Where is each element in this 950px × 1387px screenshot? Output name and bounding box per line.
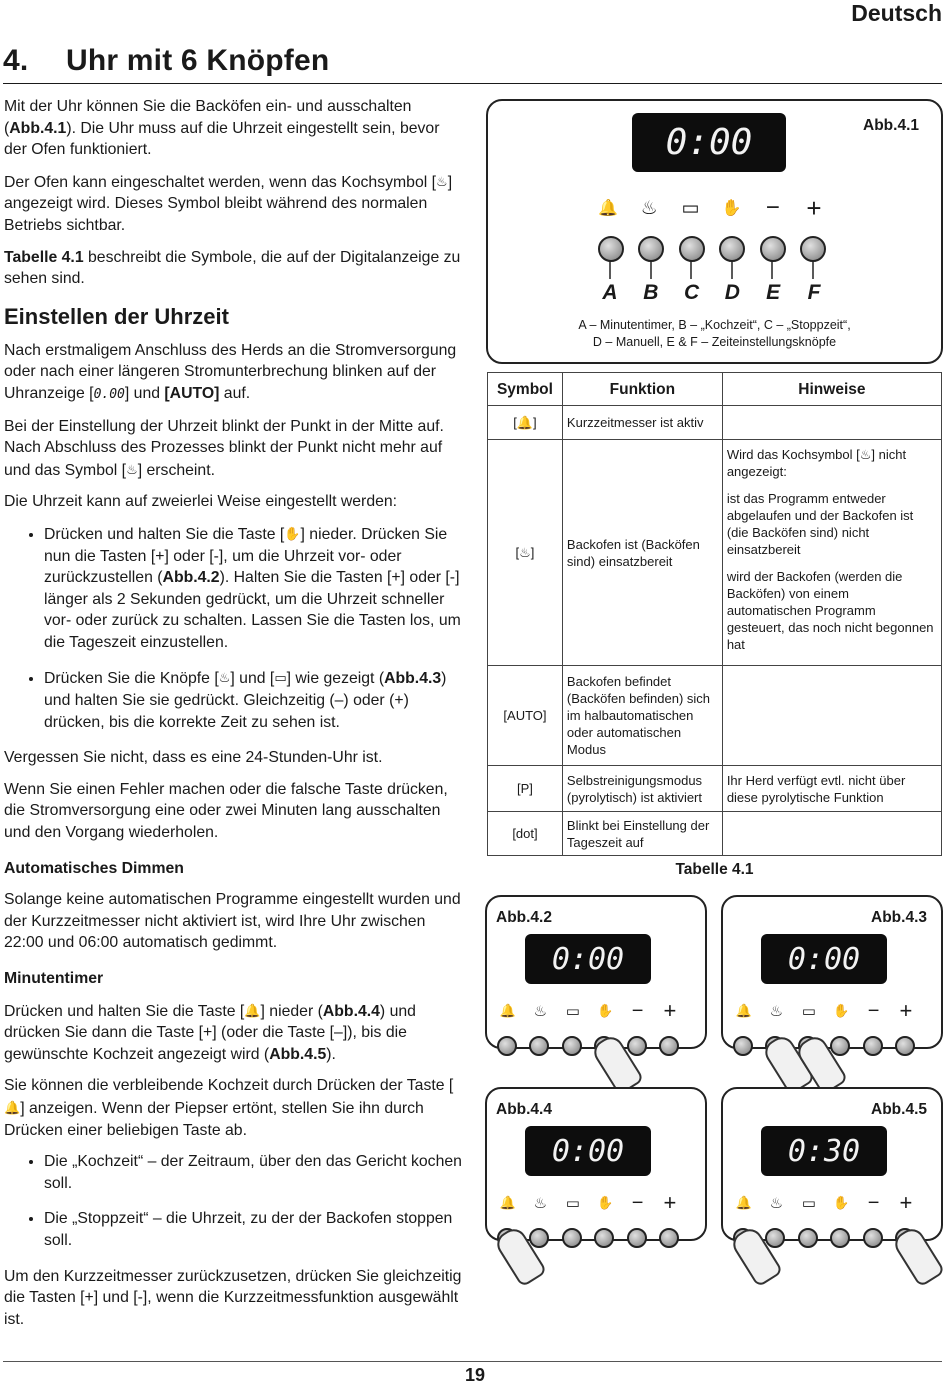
cook-time-button[interactable] bbox=[765, 1036, 785, 1056]
symbol-cell: [dot] bbox=[488, 812, 563, 856]
minus-button[interactable] bbox=[627, 1036, 647, 1056]
cooking-pot-icon: ♨ bbox=[640, 197, 658, 219]
bell-icon: 🔔 bbox=[598, 200, 618, 217]
bell-icon: 🔔 bbox=[244, 1002, 261, 1018]
page-number: 19 bbox=[464, 1365, 486, 1385]
timer-list bbox=[4, 1151, 464, 1251]
symbol-cell: [P] bbox=[488, 766, 563, 812]
button-row bbox=[497, 1228, 679, 1248]
column-header: Symbol bbox=[488, 373, 563, 406]
cooking-pot-icon: ♨ bbox=[533, 1195, 548, 1212]
intro-paragraph-3: Tabelle 4.1 beschreibt die Symbole, die auf der Digitalanzeige zu sehen sind. bbox=[4, 248, 461, 288]
list-item: • Die „Kochzeit“ – der Zeitraum, über den das Gericht kochen soll. bbox=[44, 1151, 464, 1194]
note-text: wird der Backofen (werden die Backöfen) von einem automatischen Programm gesteuert, das noch nicht begonnen hat bbox=[726, 569, 934, 652]
list-item: • Die „Stoppzeit“ – die Uhrzeit, zu der der Backofen stoppen soll. bbox=[44, 1208, 464, 1251]
figure-label: Abb.4.5 bbox=[871, 1101, 927, 1118]
table-row bbox=[488, 666, 942, 766]
notes-cell: Ihr Herd verfügt evtl. nicht über diese pyrolytische Funktion bbox=[722, 766, 941, 812]
timer-button[interactable] bbox=[497, 1228, 517, 1248]
manual-button[interactable] bbox=[594, 1228, 614, 1248]
clock-display: 0:00 bbox=[632, 113, 786, 172]
stop-time-button[interactable] bbox=[562, 1036, 582, 1056]
language-label: Deutsch bbox=[851, 0, 942, 26]
hand-icon: ✋ bbox=[284, 525, 301, 541]
timer-paragraph-2: Sie können die verbleibende Kochzeit durch Drücken der Taste [🔔] anzeigen. Wenn der Piepser ertönt, stellen Sie ihn durch Drücken einer beliebigen Taste ab. bbox=[4, 1077, 454, 1139]
minus-icon: − bbox=[867, 999, 880, 1022]
table-header-row bbox=[488, 373, 942, 406]
plus-icon: + bbox=[899, 998, 913, 1023]
cook-time-button[interactable] bbox=[765, 1228, 785, 1248]
clock-display: 0:00 bbox=[525, 934, 651, 984]
timer-paragraph-1: Drücken und halten Sie die Taste [🔔] nieder (Abb.4.4) und drücken Sie dann die Taste [+] (oder die Taste [–]), bis die gewünschte Kochzeit angezeigt wird (Abb.4.5). bbox=[4, 1000, 464, 1066]
function-cell: Kurzzeitmesser ist aktiv bbox=[562, 406, 722, 440]
hand-icon: ✋ bbox=[597, 1003, 614, 1018]
clock-paragraph-3: Die Uhrzeit kann auf zweierlei Weise eingestellt werden: bbox=[4, 493, 398, 511]
plus-button[interactable] bbox=[895, 1036, 915, 1056]
symbol-cell: [AUTO] bbox=[488, 666, 563, 766]
timer-button[interactable] bbox=[733, 1036, 753, 1056]
bell-icon: 🔔 bbox=[735, 1195, 753, 1210]
clock-display: 0:30 bbox=[761, 1126, 887, 1176]
clock-paragraph-1: Nach erstmaligem Anschluss des Herds an die Stromversorgung oder nach einer längeren Stromunterbrechung blinken auf der Uhranzeige [0.00] und [AUTO] auf. bbox=[4, 341, 457, 402]
bell-icon: 🔔 bbox=[499, 1195, 517, 1210]
notes-cell bbox=[722, 440, 941, 666]
symbol-table bbox=[487, 372, 942, 856]
chapter-title-text: Uhr mit 6 Knöpfen bbox=[66, 44, 330, 77]
clock-display: 0:00 bbox=[761, 934, 887, 984]
bell-icon: 🔔 bbox=[4, 1099, 21, 1115]
note-text: ist das Programm entweder abgelaufen und der Backofen ist (die Backöfen sind) nicht einsatzbereit bbox=[726, 491, 914, 557]
cooking-pot-icon: ♨ bbox=[769, 1003, 784, 1020]
pan-icon: ▭ bbox=[274, 670, 287, 686]
minus-button[interactable] bbox=[627, 1228, 647, 1248]
button-row bbox=[733, 1036, 915, 1056]
minus-button[interactable] bbox=[863, 1228, 883, 1248]
figure-label: Abb.4.2 bbox=[496, 909, 552, 926]
icon-row bbox=[733, 1000, 917, 1022]
pan-icon: ▭ bbox=[565, 1003, 580, 1020]
minus-icon: − bbox=[631, 999, 644, 1022]
stop-time-button[interactable] bbox=[798, 1228, 818, 1248]
clock-paragraph-5: Wenn Sie einen Fehler machen oder die falsche Taste drücken, die Stromversorgung eine oder zwei Minuten lang ausschalten und den Vorgang wiederholen. bbox=[4, 780, 448, 842]
table-row bbox=[488, 440, 942, 666]
pan-icon: ▭ bbox=[681, 197, 700, 219]
table-row bbox=[488, 406, 942, 440]
column-header: Hinweise bbox=[722, 373, 941, 406]
button-row bbox=[733, 1228, 915, 1248]
icon-row bbox=[497, 1192, 681, 1214]
clock-paragraph-4: Vergessen Sie nicht, dass es eine 24-Stunden-Uhr ist. bbox=[4, 749, 383, 767]
letter-d: D bbox=[724, 281, 740, 304]
function-cell: Selbstreinigungsmodus (pyrolytisch) ist aktiviert bbox=[562, 766, 722, 812]
stop-time-button[interactable] bbox=[798, 1036, 818, 1056]
cooking-pot-icon: ♨ bbox=[436, 173, 448, 189]
clock-section-heading: Einstellen der Uhrzeit bbox=[4, 303, 229, 329]
cooking-pot-icon: ♨ bbox=[769, 1195, 784, 1212]
list-item: • Drücken Sie die Knöpfe [♨] und [▭] wie gezeigt (Abb.4.3) und halten Sie sie gedrückt. Gleichzeitig (–) oder (+) drücken, bis die korrekte Zeit zu sehen ist. bbox=[44, 667, 464, 733]
hand-icon: ✋ bbox=[721, 200, 742, 217]
note-text: Wird das Kochsymbol [♨] nicht angezeigt: bbox=[726, 447, 907, 479]
stop-time-button[interactable] bbox=[562, 1228, 582, 1248]
button-letters bbox=[598, 281, 826, 305]
cooking-pot-icon: ♨ bbox=[533, 1003, 548, 1020]
figure-panel bbox=[485, 895, 707, 1049]
button-pointer-lines bbox=[598, 259, 826, 281]
manual-button[interactable] bbox=[830, 1228, 850, 1248]
figure-label: Abb.4.4 bbox=[496, 1101, 552, 1118]
notes-cell bbox=[722, 812, 941, 856]
minus-button[interactable] bbox=[863, 1036, 883, 1056]
clock-method-list bbox=[4, 523, 464, 733]
figure-panel bbox=[485, 1087, 707, 1241]
manual-button[interactable] bbox=[594, 1036, 614, 1056]
dimming-heading: Automatisches Dimmen bbox=[4, 859, 184, 877]
symbol-cell: [♨] bbox=[488, 440, 563, 666]
dimming-paragraph: Solange keine automatischen Programme eingestellt wurden und der Kurzzeitmesser nicht aktiviert ist, wird Ihre Uhr zwischen 22:00 und 06:00 automatisch gedimmt. bbox=[4, 891, 461, 952]
pan-icon: ▭ bbox=[801, 1195, 816, 1212]
table-row bbox=[488, 812, 942, 856]
symbol-cell: [🔔] bbox=[488, 406, 563, 440]
pressing-finger-icon bbox=[890, 1224, 945, 1287]
figure-panel bbox=[721, 1087, 943, 1241]
chapter-number: 4. bbox=[3, 44, 29, 77]
timer-paragraph-3: Um den Kurzzeitmesser zurückzusetzen, drücken Sie gleichzeitig die Tasten [+] und [-], wenn die Kurzzeitmessfunktion ausgewählt ist. bbox=[4, 1267, 462, 1328]
manual-button[interactable] bbox=[830, 1036, 850, 1056]
column-header: Funktion bbox=[562, 373, 722, 406]
letter-e: E bbox=[766, 281, 781, 304]
plus-button[interactable] bbox=[895, 1228, 915, 1248]
plus-icon: + bbox=[806, 192, 822, 223]
minus-icon: − bbox=[867, 1191, 880, 1214]
table-caption: Tabelle 4.1 bbox=[675, 861, 754, 878]
hand-icon: ✋ bbox=[597, 1195, 614, 1210]
left-column bbox=[4, 96, 464, 1340]
plus-button[interactable] bbox=[659, 1036, 679, 1056]
table-row bbox=[488, 766, 942, 812]
cooking-pot-icon: ♨ bbox=[126, 461, 138, 477]
figure-panel bbox=[721, 895, 943, 1049]
plus-icon: + bbox=[663, 1190, 677, 1215]
cook-time-button[interactable] bbox=[529, 1228, 549, 1248]
button-row bbox=[497, 1036, 679, 1056]
icon-row bbox=[596, 192, 826, 223]
minus-icon: − bbox=[631, 1191, 644, 1214]
chapter-title bbox=[3, 44, 329, 78]
clock-paragraph-2: Bei der Einstellung der Uhrzeit blinkt der Punkt in der Mitte auf. Nach Abschluss des Prozesses blinkt der Punkt nicht mehr auf und das Symbol [♨] erscheint. bbox=[4, 417, 444, 479]
notes-cell bbox=[722, 406, 941, 440]
figure-caption: A – Minutentimer, B – „Kochzeit“, C – „Stoppzeit“, D – Manuell, E & F – Zeiteinstellungsknöpfe bbox=[578, 318, 851, 349]
letter-c: C bbox=[684, 281, 700, 304]
letter-b: B bbox=[643, 281, 659, 304]
list-item: • Drücken und halten Sie die Taste [✋] nieder. Drücken Sie nun die Tasten [+] oder [-], um die Uhrzeit vor- oder zurückzustellen (Abb.4.2). Halten Sie die Tasten [+] oder [-] länger als 2 Sekunden gedrückt, um die Uhrzeit schneller vor- oder zurück zu schalten. Lassen Sie die Tasten los, um die Tageszeit einzustellen. bbox=[44, 523, 464, 654]
intro-paragraph-2: Der Ofen kann eingeschaltet werden, wenn das Kochsymbol [♨] angezeigt wird. Dieses Symbol bleibt während des normalen Betriebs sichtbar. bbox=[4, 171, 464, 237]
bell-icon: 🔔 bbox=[735, 1003, 753, 1018]
intro-paragraph-1: Mit der Uhr können Sie die Backöfen ein- und ausschalten (Abb.4.1). Die Uhr muss auf die Uhrzeit eingestellt sein, bevor der Ofen funktioniert. bbox=[4, 98, 440, 159]
bell-icon: 🔔 bbox=[499, 1003, 517, 1018]
icon-row bbox=[497, 1000, 681, 1022]
icon-row bbox=[733, 1192, 917, 1214]
clock-display: 0:00 bbox=[525, 1126, 651, 1176]
function-cell: Blinkt bei Einstellung der Tageszeit auf bbox=[562, 812, 722, 856]
pan-icon: ▭ bbox=[565, 1195, 580, 1212]
notes-cell bbox=[722, 666, 941, 766]
function-cell: Backofen ist (Backöfen sind) einsatzbereit bbox=[562, 440, 722, 666]
hand-icon: ✋ bbox=[833, 1003, 850, 1018]
letter-f: F bbox=[807, 281, 821, 304]
plus-button[interactable] bbox=[659, 1228, 679, 1248]
cooking-pot-icon: ♨ bbox=[218, 670, 231, 686]
timer-button[interactable] bbox=[497, 1036, 517, 1056]
figure-label: Abb.4.3 bbox=[871, 909, 927, 926]
hand-icon: ✋ bbox=[833, 1195, 850, 1210]
figure-label: Abb.4.1 bbox=[863, 117, 919, 134]
minus-icon: − bbox=[765, 194, 780, 221]
function-cell: Backofen befindet (Backöfen befinden) sich im halbautomatischen oder automatischen Modus bbox=[562, 666, 722, 766]
timer-heading: Minutentimer bbox=[4, 970, 104, 987]
pan-icon: ▭ bbox=[801, 1003, 816, 1020]
letter-a: A bbox=[602, 281, 618, 304]
figure-4-1 bbox=[486, 99, 943, 364]
timer-button[interactable] bbox=[733, 1228, 753, 1248]
title-rule bbox=[3, 83, 942, 84]
footer-rule bbox=[3, 1361, 942, 1362]
cook-time-button[interactable] bbox=[529, 1036, 549, 1056]
plus-icon: + bbox=[663, 998, 677, 1023]
plus-icon: + bbox=[899, 1190, 913, 1215]
